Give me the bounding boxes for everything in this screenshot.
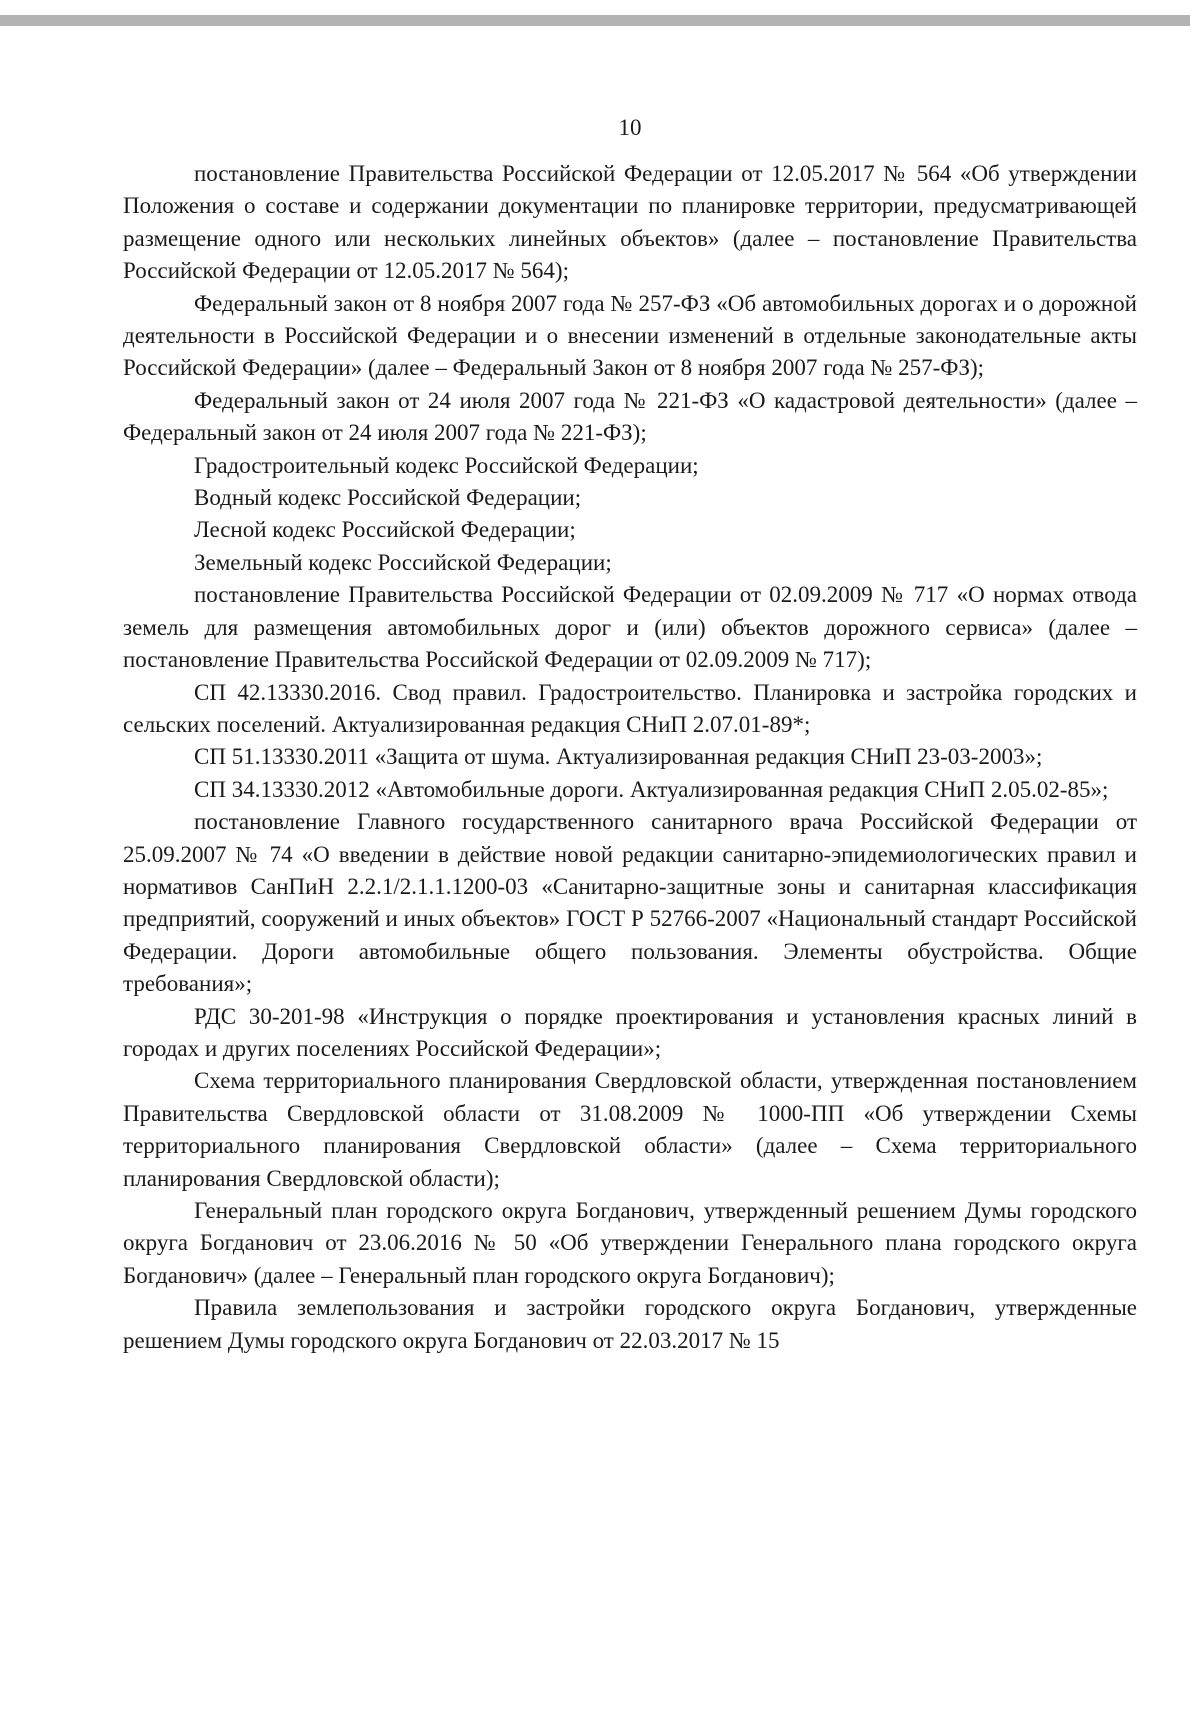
paragraph: Земельный кодекс Российской Федерации;	[194, 549, 612, 575]
paragraph: Градостроительный кодекс Российской Федерации;	[194, 452, 699, 478]
paragraph: СП 34.13330.2012 «Автомобильные дороги. Актуализированная редакция СНиП 2.05.02-85»;	[194, 776, 1109, 802]
paragraph: Лесной кодекс Российской Федерации;	[194, 517, 576, 543]
paragraph: Федеральный закон от 24 июля 2007 года № 221-ФЗ «О кадастровой деятельности» (далее – Федеральный закон от 24 июля 2007 года № 221-ФЗ);	[123, 387, 1137, 446]
paragraph: СП 42.13330.2016. Свод правил. Градостроительство. Планировка и застройка городских и сельских поселений. Актуализированная редакция СНиП 2.07.01-89*;	[123, 679, 1137, 737]
paragraph: постановление Правительства Российской Федерации от 12.05.2017 № 564 «Об утверждении Положения о составе и содержании документации по планировке территории, предусматривающей размещение одного или нескольких линейных объектов» (далее – постановление Правительства Российской Федерации от 12.05.2017 № 564);	[123, 161, 1137, 284]
paragraph: постановление Главного государственного санитарного врача Российской Федерации от 25.09.2007 № 74 «О введении в действие новой редакции санитарно-эпидемиологических правил и нормативов СанПиН 2.2.1/2.1.1.1200-03 «Санитарно-защитные зоны и санитарная классификация предприятий, сооружений и иных объектов» ГОСТ Р 52766-2007 «Национальный стандарт Российской Федерации. Дороги автомобильные общего пользования. Элементы обустройства. Общие требования»;	[123, 809, 1137, 997]
paragraph: РДС 30-201-98 «Инструкция о порядке проектирования и установления красных линий в городах и других поселениях Российской Федерации»;	[123, 1003, 1137, 1061]
paragraph: Схема территориального планирования Свердловской области, утвержденная постановлением Правительства Свердловской области от 31.08.2009 № 1000-ПП «Об утверждении Схемы территориального планирования Свердловской области» (далее – Схема территориального планирования Свердловской области);	[123, 1068, 1137, 1191]
paragraph: Водный кодекс Российской Федерации;	[194, 485, 582, 511]
page-number: 10	[618, 115, 642, 140]
paragraph: Генеральный план городского округа Богданович, утвержденный решением Думы городского округа Богданович от 23.06.2016 № 50 «Об утверждении Генерального плана городского округа Богданович» (далее – Генеральный план городского округа Богданович);	[123, 1198, 1137, 1288]
paragraph: СП 51.13330.2011 «Защита от шума. Актуализированная редакция СНиП 23-03-2003»;	[194, 744, 1043, 770]
paragraph: Федеральный закон от 8 ноября 2007 года № 257-ФЗ «Об автомобильных дорогах и о дорожной деятельности в Российской Федерации и о внесении изменений в отдельные законодательные акты Российской Федерации» (далее – Федеральный Закон от 8 ноября 2007 года № 257-ФЗ);	[123, 290, 1137, 381]
paragraph: Правила землепользования и застройки городского округа Богданович, утвержденные решением Думы городского округа Богданович от 22.03.2017 № 15	[123, 1295, 1137, 1353]
paragraph: постановление Правительства Российской Федерации от 02.09.2009 № 717 «О нормах отвода земель для размещения автомобильных дорог и (или) объектов дорожного сервиса» (далее – постановление Правительства Российской Федерации от 02.09.2009 № 717);	[123, 582, 1137, 673]
scan-top-edge	[0, 15, 1190, 26]
document-body	[123, 158, 1137, 1357]
